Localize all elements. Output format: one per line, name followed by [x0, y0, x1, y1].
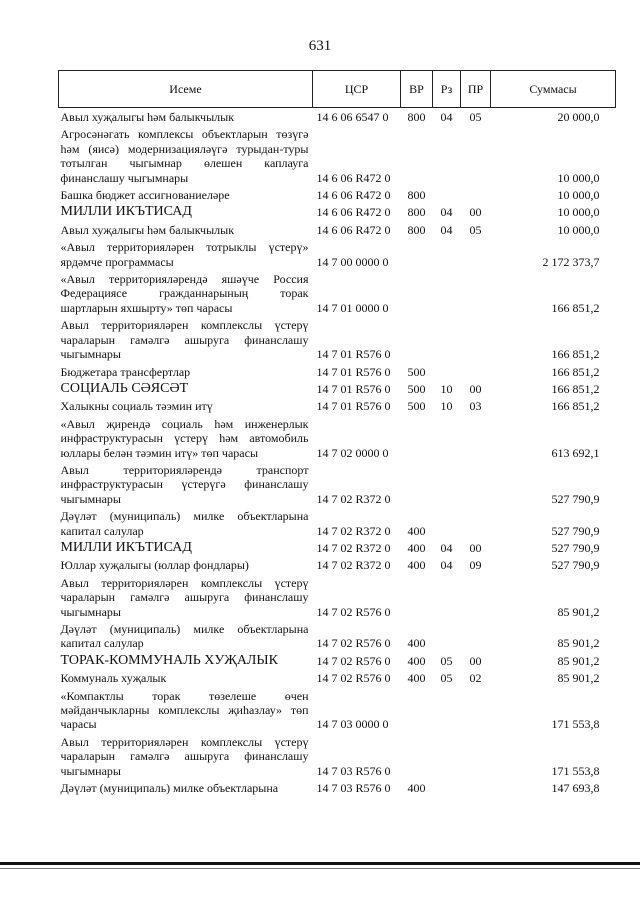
cell-vr — [401, 125, 433, 186]
cell-csr: 14 7 02 R576 0 — [316, 636, 391, 651]
cell-pr — [461, 507, 491, 539]
cell-rz — [433, 574, 461, 620]
cell-csr: 14 7 02 R372 0 — [316, 491, 391, 506]
cell-name: Авыл территорияләрен комплекслы үстерү чараларын гамәлгә ашыруга финанслашу чыгымнары — [60, 734, 309, 778]
cell-sum: 85 901,2 — [557, 604, 600, 619]
cell-sum: 527 790,9 — [551, 540, 600, 555]
cell-csr: 14 6 06 R472 0 — [316, 205, 391, 220]
table-row — [59, 415, 616, 461]
cell-sum: 10 000,0 — [557, 222, 600, 237]
cell-rz — [433, 238, 461, 270]
cell-pr: 00 — [469, 205, 482, 220]
cell-name: Дәүләт (муниципаль) милке объектларына — [60, 781, 279, 796]
table-row — [59, 380, 616, 397]
cell-name: Авыл хуҗалыгы һәм балыкчылык — [60, 222, 235, 237]
page-number: 631 — [308, 38, 332, 54]
cell-pr: 00 — [469, 540, 482, 555]
table-row — [59, 779, 616, 796]
cell-vr: 400 — [407, 523, 426, 538]
table-row — [59, 238, 616, 270]
cell-csr: 14 7 01 R576 0 — [316, 381, 391, 396]
cell-name: Дәүләт (муниципаль) милке объектларына капитал салулар — [60, 622, 309, 651]
table-row — [59, 620, 616, 652]
cell-pr: 05 — [469, 222, 482, 237]
cell-rz — [433, 733, 461, 779]
cell-sum: 85 901,2 — [557, 671, 600, 686]
cell-csr: 14 6 06 R472 0 — [316, 222, 391, 237]
cell-pr — [461, 574, 491, 620]
cell-name: Дәүләт (муниципаль) милке объектларына капитал салулар — [60, 509, 309, 538]
cell-sum: 2 172 373,7 — [542, 254, 600, 269]
cell-rz — [433, 316, 461, 362]
cell-csr: 14 7 03 R576 0 — [316, 763, 391, 778]
cell-name: Авыл территорияләрен комплекслы үстерү чараларын гамәлгә ашыруга финанслашу чыгымнары — [60, 318, 309, 362]
cell-pr — [461, 363, 491, 380]
cell-sum: 166 851,2 — [551, 364, 600, 379]
cell-pr — [461, 270, 491, 316]
header-pr: ПР — [461, 71, 491, 108]
table-row — [59, 507, 616, 539]
cell-rz — [433, 363, 461, 380]
cell-vr: 500 — [407, 399, 426, 414]
cell-sum: 171 553,8 — [551, 763, 600, 778]
cell-csr: 14 7 02 0000 0 — [316, 445, 389, 460]
cell-sum: 147 693,8 — [551, 781, 600, 796]
cell-rz — [433, 125, 461, 186]
cell-pr: 09 — [469, 558, 482, 573]
table-row — [59, 203, 616, 220]
cell-rz: 10 — [440, 381, 453, 396]
table-row — [59, 363, 616, 380]
cell-vr — [401, 316, 433, 362]
cell-sum: 10 000,0 — [557, 205, 600, 220]
cell-sum: 527 790,9 — [551, 491, 600, 506]
cell-pr — [461, 186, 491, 203]
header-csr: ЦСР — [313, 71, 401, 108]
cell-name: Юллар хуҗалыгы (юллар фондлары) — [60, 558, 249, 573]
table-row — [59, 574, 616, 620]
cell-sum: 166 851,2 — [551, 399, 600, 414]
cell-rz — [433, 186, 461, 203]
cell-vr: 400 — [407, 636, 426, 651]
cell-pr — [461, 125, 491, 186]
cell-vr: 400 — [407, 540, 426, 555]
cell-name: «Авыл территорияләрен тотрыклы үстерү» ярдәмче программасы — [60, 240, 309, 269]
cell-sum: 613 692,1 — [551, 445, 600, 460]
cell-csr: 14 6 06 6547 0 — [316, 110, 389, 124]
bottom-border-thin — [0, 868, 640, 869]
cell-name: Авыл территорияләрендә транспорт инфраструктурасын үстерүгә финанслашу чыгымнары — [60, 462, 309, 506]
cell-sum: 85 901,2 — [557, 636, 600, 651]
table-row — [59, 652, 616, 669]
table-row — [59, 397, 616, 414]
cell-sum: 527 790,9 — [551, 558, 600, 573]
cell-vr: 400 — [407, 558, 426, 573]
cell-rz: 04 — [440, 540, 453, 555]
cell-csr: 14 7 00 0000 0 — [316, 254, 389, 269]
cell-csr: 14 7 02 R372 0 — [316, 540, 391, 555]
cell-rz — [433, 687, 461, 733]
cell-name: МИЛЛИ ИКЪТИСАД — [60, 539, 192, 555]
cell-rz: 05 — [440, 653, 453, 668]
cell-vr: 400 — [407, 671, 426, 686]
cell-vr — [401, 238, 433, 270]
cell-pr — [461, 687, 491, 733]
cell-rz — [433, 620, 461, 652]
cell-name: Бюджетара трансфертлар — [60, 364, 191, 379]
cell-csr: 14 7 02 R576 0 — [316, 671, 391, 686]
cell-vr: 800 — [407, 205, 426, 220]
cell-rz: 04 — [440, 205, 453, 220]
cell-rz — [433, 507, 461, 539]
cell-rz: 10 — [440, 399, 453, 414]
table-row — [59, 125, 616, 186]
cell-sum: 166 851,2 — [551, 300, 600, 315]
cell-csr: 14 7 01 R576 0 — [316, 399, 391, 414]
table-row — [59, 221, 616, 238]
table-row — [59, 539, 616, 556]
cell-rz — [433, 461, 461, 507]
cell-vr: 800 — [407, 110, 426, 124]
cell-vr: 500 — [407, 364, 426, 379]
cell-csr: 14 6 06 R472 0 — [316, 188, 391, 203]
cell-rz: 04 — [440, 222, 453, 237]
cell-rz: 04 — [440, 110, 453, 124]
cell-csr: 14 7 02 R372 0 — [316, 558, 391, 573]
cell-rz: 05 — [440, 671, 453, 686]
table-body — [59, 108, 616, 797]
cell-name: МИЛЛИ ИКЪТИСАД — [60, 204, 192, 220]
table-row — [59, 733, 616, 779]
cell-pr — [461, 415, 491, 461]
table-header — [59, 71, 616, 108]
cell-sum: 85 901,2 — [557, 653, 600, 668]
cell-name: Агросәнәгать комплексы объектларын төзүгә һәм (яисә) модернизацияләүгә турыдан-туры тотылган чыгымнар өлешен каплауга финанслашу чыгымнары — [60, 127, 309, 185]
bottom-border-thick — [0, 862, 640, 865]
cell-name: «Авыл территорияләрендә яшәүче Россия Федерациясе гражданнарының торак шартларын яхшырту» төп чарасы — [60, 272, 309, 315]
cell-name: Башка бюджет ассигнованиеләре — [60, 188, 230, 203]
cell-vr: 800 — [407, 222, 426, 237]
header-vr: ВР — [401, 71, 433, 108]
cell-pr: 05 — [469, 110, 482, 124]
cell-pr — [461, 620, 491, 652]
cell-rz — [433, 415, 461, 461]
cell-vr: 400 — [407, 653, 426, 668]
cell-csr: 14 6 06 R472 0 — [316, 170, 391, 185]
cell-csr: 14 7 03 R576 0 — [316, 781, 391, 796]
cell-pr — [461, 461, 491, 507]
cell-vr — [401, 461, 433, 507]
cell-sum: 166 851,2 — [551, 347, 600, 362]
cell-name: «Компактлы торак төзелеше өчен мәйданчыкларны комплекслы җиһазлау» төп чарасы — [60, 688, 309, 732]
cell-vr — [401, 574, 433, 620]
cell-rz: 04 — [440, 558, 453, 573]
cell-name: Авыл территорияләрен комплекслы үстерү чараларын гамәлгә ашыруга финанслашу чыгымнары — [60, 575, 309, 619]
cell-csr: 14 7 01 R576 0 — [316, 347, 391, 362]
cell-pr: 00 — [469, 653, 482, 668]
table-row — [59, 687, 616, 733]
cell-pr: 03 — [469, 399, 482, 414]
cell-pr — [461, 316, 491, 362]
cell-sum: 171 553,8 — [551, 717, 600, 732]
cell-vr — [401, 415, 433, 461]
header-rz: Рз — [433, 71, 461, 108]
cell-name: Халыкны социаль тәэмин итү — [60, 399, 213, 414]
table-row — [59, 186, 616, 203]
cell-vr: 500 — [407, 381, 426, 396]
cell-sum: 10 000,0 — [557, 188, 600, 203]
cell-rz — [433, 779, 461, 796]
cell-csr: 14 7 03 0000 0 — [316, 717, 389, 732]
cell-sum: 166 851,2 — [551, 381, 600, 396]
cell-vr: 400 — [407, 781, 426, 796]
cell-pr — [461, 779, 491, 796]
cell-pr: 02 — [469, 671, 482, 686]
cell-vr: 800 — [407, 188, 426, 203]
cell-name: ТОРАК-КОММУНАЛЬ ХУҖАЛЫК — [60, 652, 278, 668]
table-row — [59, 316, 616, 362]
budget-table — [58, 70, 616, 796]
cell-csr: 14 7 02 R576 0 — [316, 604, 391, 619]
table-row — [59, 556, 616, 573]
header-name: Исеме — [59, 71, 313, 108]
cell-csr: 14 7 02 R576 0 — [316, 653, 391, 668]
budget-table-wrapper — [58, 70, 615, 796]
cell-pr: 00 — [469, 381, 482, 396]
cell-vr — [401, 733, 433, 779]
table-row — [59, 461, 616, 507]
cell-name: Коммуналь хуҗалык — [60, 671, 167, 686]
table-row — [59, 669, 616, 686]
cell-sum: 527 790,9 — [551, 523, 600, 538]
table-row — [59, 270, 616, 316]
cell-vr — [401, 270, 433, 316]
cell-csr: 14 7 02 R372 0 — [316, 523, 391, 538]
cell-pr — [461, 733, 491, 779]
table-row — [59, 108, 616, 126]
cell-name: СОЦИАЛЬ СӘЯСӘТ — [60, 380, 189, 396]
cell-pr — [461, 238, 491, 270]
cell-sum: 20 000,0 — [557, 110, 600, 124]
cell-rz — [433, 270, 461, 316]
cell-vr — [401, 687, 433, 733]
cell-csr: 14 7 01 R576 0 — [316, 364, 391, 379]
cell-csr: 14 7 01 0000 0 — [316, 300, 389, 315]
header-sum: Суммасы — [491, 71, 616, 108]
cell-sum: 10 000,0 — [557, 170, 600, 185]
cell-name: Авыл хуҗалыгы һәм балыкчылык — [60, 110, 235, 124]
cell-name: «Авыл җирендә социаль һәм инженерлык инфраструктурасын үстерү һәм автомобиль юллары белән тәэмин итү» төп чарасы — [60, 416, 309, 460]
